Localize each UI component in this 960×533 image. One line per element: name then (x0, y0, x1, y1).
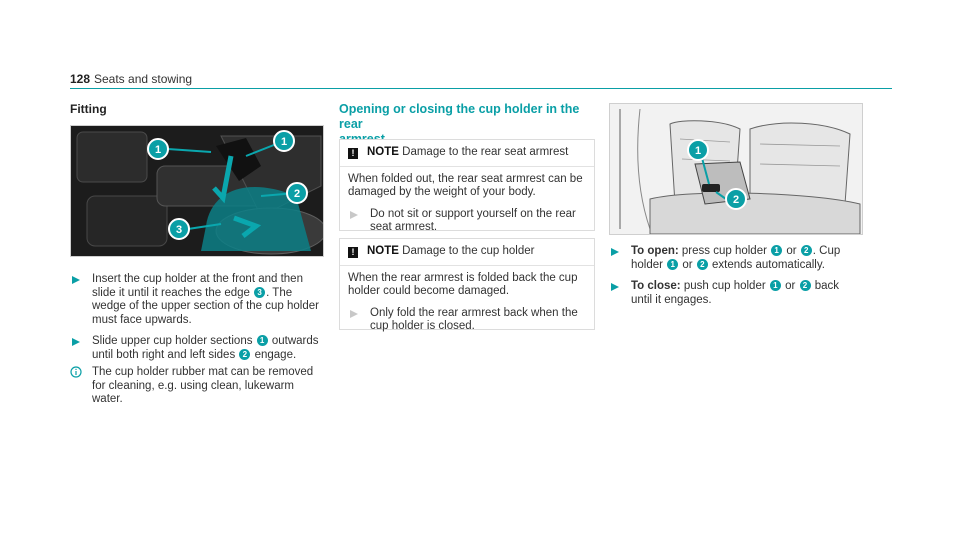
arrow-bullet-icon (350, 310, 358, 318)
callout-ref: 2 (239, 349, 250, 360)
fitting-illustration-svg (71, 126, 323, 256)
callout-1a-label: 1 (154, 144, 162, 156)
note-step: Do not sit or support yourself on the rear seat armrest. (348, 208, 586, 235)
callout-ref: 1 (667, 259, 678, 270)
callout-ref: 3 (254, 287, 265, 298)
callout-2 (287, 183, 307, 203)
fitting-instructions (70, 273, 324, 415)
arrow-bullet-icon (72, 338, 80, 346)
callout-ref: 2 (801, 245, 812, 256)
armrest-illustration-svg (610, 104, 862, 234)
callout-ref: 1 (771, 245, 782, 256)
close-step: To close: push cup holder 1 or 2 back until it engages. (609, 280, 863, 307)
page-number: 128 (70, 72, 91, 86)
callout-ref: 1 (770, 280, 781, 291)
callout-3-label: 3 (175, 224, 183, 236)
cup-holder-fitting-illustration (70, 125, 324, 257)
warning-icon: ! (348, 247, 358, 258)
arrow-bullet-icon (72, 276, 80, 284)
fitting-info: The cup holder rubber mat can be removed for cleaning, e.g. using clean, lukewarm water. (70, 366, 324, 407)
callout-3 (169, 219, 189, 239)
fitting-column (70, 100, 324, 116)
arrow-bullet-icon (350, 211, 358, 219)
note-body: When the rear armrest is folded back the cup holder could become damaged. Only fold the rear armrest back when the cup holder is closed. (340, 266, 594, 334)
callout-1b-label: 1 (280, 136, 288, 148)
page-header (70, 70, 892, 90)
callout-1b (274, 131, 294, 151)
note-heading: ! NOTE Damage to the rear seat armrest (340, 140, 594, 167)
callout-2 (726, 189, 746, 209)
note-box-cup-holder (339, 238, 595, 330)
open-close-instructions (609, 245, 863, 315)
callout-2-label: 2 (293, 188, 301, 200)
fitting-heading: Fitting (70, 102, 107, 116)
callout-2-label: 2 (732, 194, 740, 206)
open-step: To open: press cup holder 1 or 2 . Cup holder 1 or 2 extends automatically. (609, 245, 863, 272)
header-divider (70, 88, 892, 89)
note-heading: ! NOTE Damage to the cup holder (340, 239, 594, 266)
note-body: When folded out, the rear seat armrest can be damaged by the weight of your body. Do not sit or support yourself on the rear seat armrest. (340, 167, 594, 235)
info-icon (70, 366, 82, 378)
note-step: Only fold the rear armrest back when the cup holder is closed. (348, 307, 586, 334)
callout-ref: 1 (257, 335, 268, 346)
fitting-step-1: Insert the cup holder at the front and then slide it until it reaches the edge 3 . The wedge of the upper section of the cup holder must face upwards. (70, 273, 324, 327)
warning-icon: ! (348, 148, 358, 159)
rear-armrest-illustration (609, 103, 863, 235)
opening-heading: Opening or closing the cup holder in the rear (339, 102, 593, 152)
callout-1a (148, 139, 168, 159)
note-box-armrest (339, 139, 595, 231)
page-title: Seats and stowing (94, 72, 193, 86)
fitting-step-2: Slide upper cup holder sections 1 outwards until both right and left sides 2 engage. (70, 335, 324, 362)
callout-ref: 2 (800, 280, 811, 291)
arrow-bullet-icon (611, 283, 619, 291)
arrow-bullet-icon (611, 248, 619, 256)
callout-1-label: 1 (694, 145, 702, 157)
callout-1 (688, 140, 708, 160)
callout-ref: 2 (697, 259, 708, 270)
